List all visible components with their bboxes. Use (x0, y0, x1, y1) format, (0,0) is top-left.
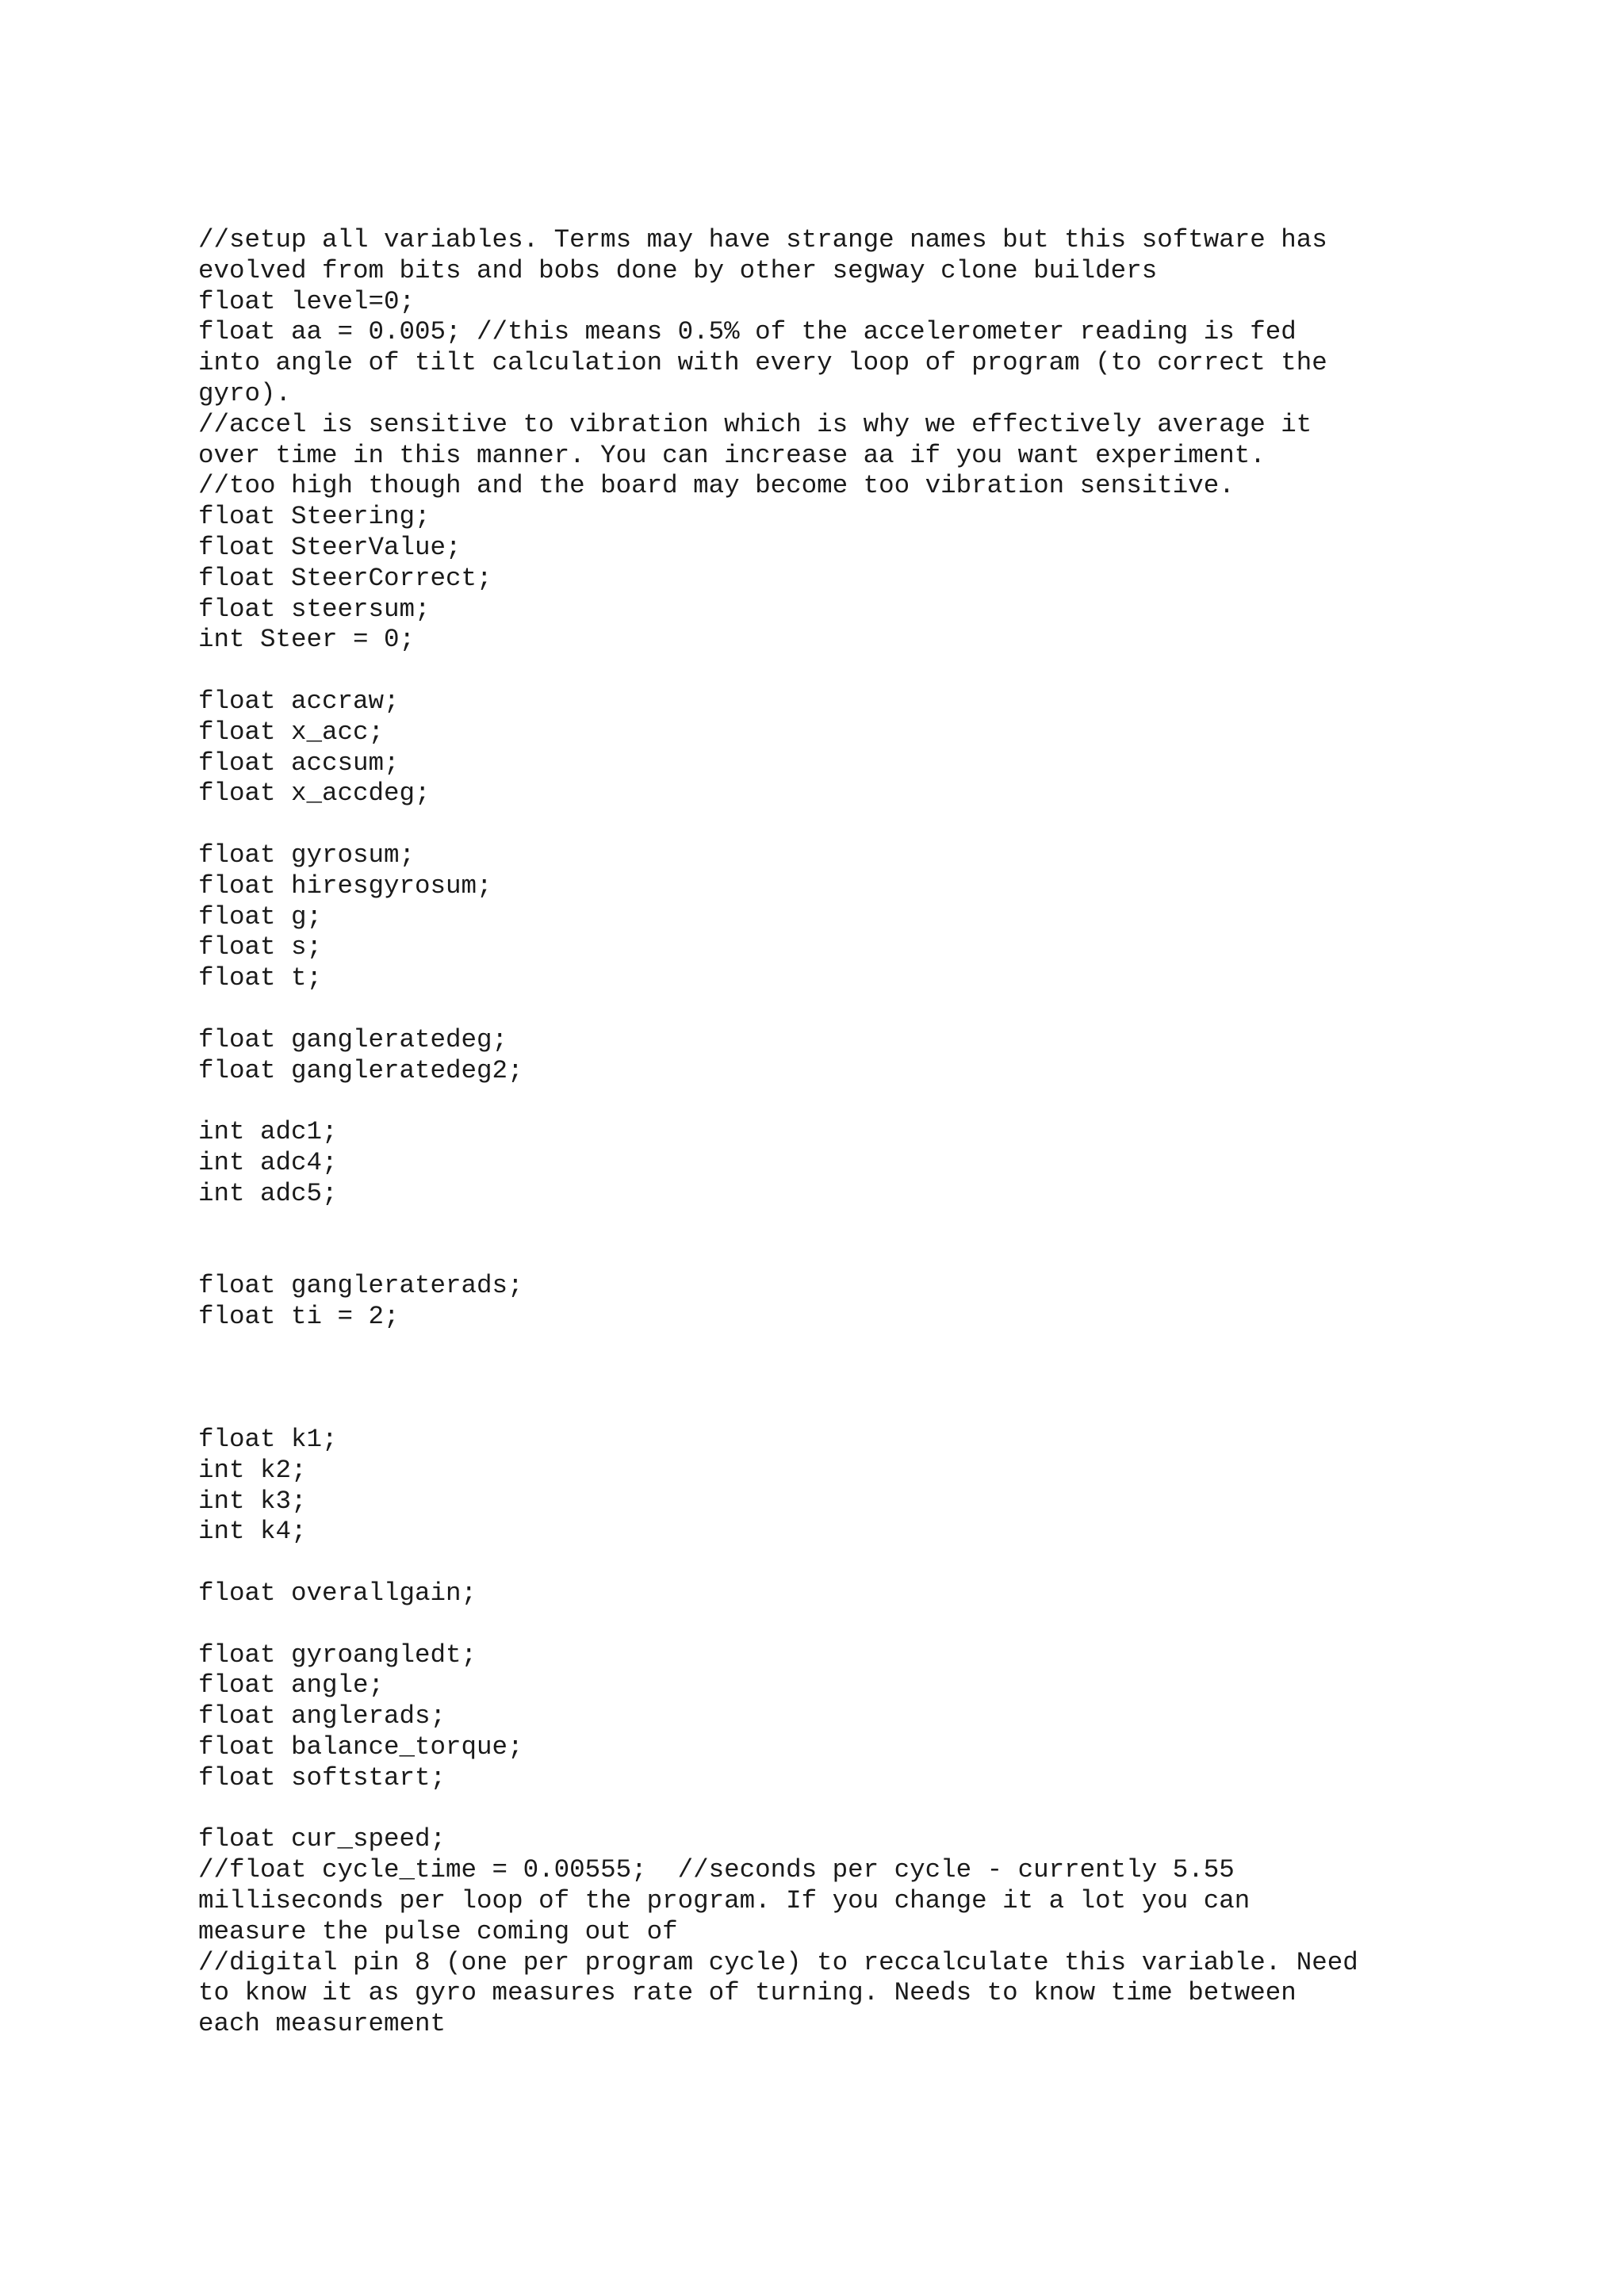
code-line: int adc4; (198, 1147, 338, 1177)
code-line: float gangleratedeg; (198, 1024, 508, 1054)
code-line: float aa = 0.005; //this means 0.5% of the accelerometer reading is fed (198, 317, 1297, 347)
code-line: float x_acc; (198, 717, 385, 747)
code-line: float gangleratedeg2; (198, 1055, 523, 1085)
blank-line (198, 1609, 1515, 1640)
code-line: float steersum; (198, 594, 431, 624)
code-line: into angle of tilt calculation with every loop of program (to correct the (198, 348, 1327, 378)
code-line: float accraw; (198, 686, 400, 716)
code-line: float anglerads; (198, 1701, 446, 1732)
code-line: over time in this manner. You can increase aa if you want experiment. (198, 440, 1266, 470)
blank-line (198, 994, 1515, 1025)
code-line: each measurement (198, 2009, 446, 2039)
code-line: int k4; (198, 1517, 307, 1547)
code-line: float hiresgyrosum; (198, 871, 492, 901)
code-line: float balance_torque; (198, 1732, 523, 1762)
code-line: float t; (198, 963, 323, 993)
code-line: evolved from bits and bobs done by other segway clone builders (198, 255, 1158, 285)
code-line: float angle; (198, 1670, 385, 1701)
blank-line (198, 809, 1515, 840)
code-line: float gyroangledt; (198, 1640, 477, 1670)
code-line: float overallgain; (198, 1578, 477, 1609)
code-line: int k2; (198, 1455, 307, 1485)
code-line: gyro). (198, 378, 292, 408)
code-line: float level=0; (198, 286, 416, 316)
code-line: float g; (198, 901, 323, 932)
code-listing (198, 225, 1515, 2040)
code-line: float SteerCorrect; (198, 563, 492, 593)
blank-line (198, 656, 1515, 687)
code-line: //setup all variables. Terms may have strange names but this software has (198, 225, 1327, 254)
code-line: float k1; (198, 1425, 338, 1455)
code-line: float gyrosum; (198, 840, 416, 870)
code-line: int Steer = 0; (198, 625, 416, 655)
code-line: int adc1; (198, 1117, 338, 1147)
code-line: //digital pin 8 (one per program cycle) to reccalculate this variable. Need (198, 1947, 1358, 1977)
code-line: float cur_speed; (198, 1824, 446, 1854)
code-line: float x_accdeg; (198, 779, 431, 809)
code-line: float s; (198, 932, 323, 962)
code-line: //float cycle_time = 0.00555; //seconds per cycle - currently 5.55 (198, 1855, 1235, 1885)
code-line: int adc5; (198, 1178, 338, 1208)
blank-line (198, 1363, 1515, 1394)
code-line: milliseconds per loop of the program. If you change it a lot you can (198, 1886, 1251, 1916)
code-line: //too high though and the board may become too vibration sensitive. (198, 471, 1235, 501)
code-line: to know it as gyro measures rate of turning. Needs to know time between (198, 1978, 1297, 2008)
blank-line (198, 1210, 1515, 1241)
code-line: float SteerValue; (198, 532, 462, 562)
blank-line (198, 1794, 1515, 1825)
code-line: //accel is sensitive to vibration which is why we effectively average it (198, 409, 1312, 439)
blank-line (198, 1240, 1515, 1271)
code-line: float Steering; (198, 502, 431, 532)
code-line: measure the pulse coming out of (198, 1916, 678, 1946)
blank-line (198, 1548, 1515, 1578)
blank-line (198, 1333, 1515, 1364)
blank-line (198, 1394, 1515, 1425)
code-line: int k3; (198, 1486, 307, 1516)
code-line: float ti = 2; (198, 1301, 400, 1331)
code-line: float accsum; (198, 748, 400, 778)
code-line: float softstart; (198, 1762, 446, 1793)
blank-line (198, 1086, 1515, 1117)
code-line: float gangleraterads; (198, 1271, 523, 1301)
